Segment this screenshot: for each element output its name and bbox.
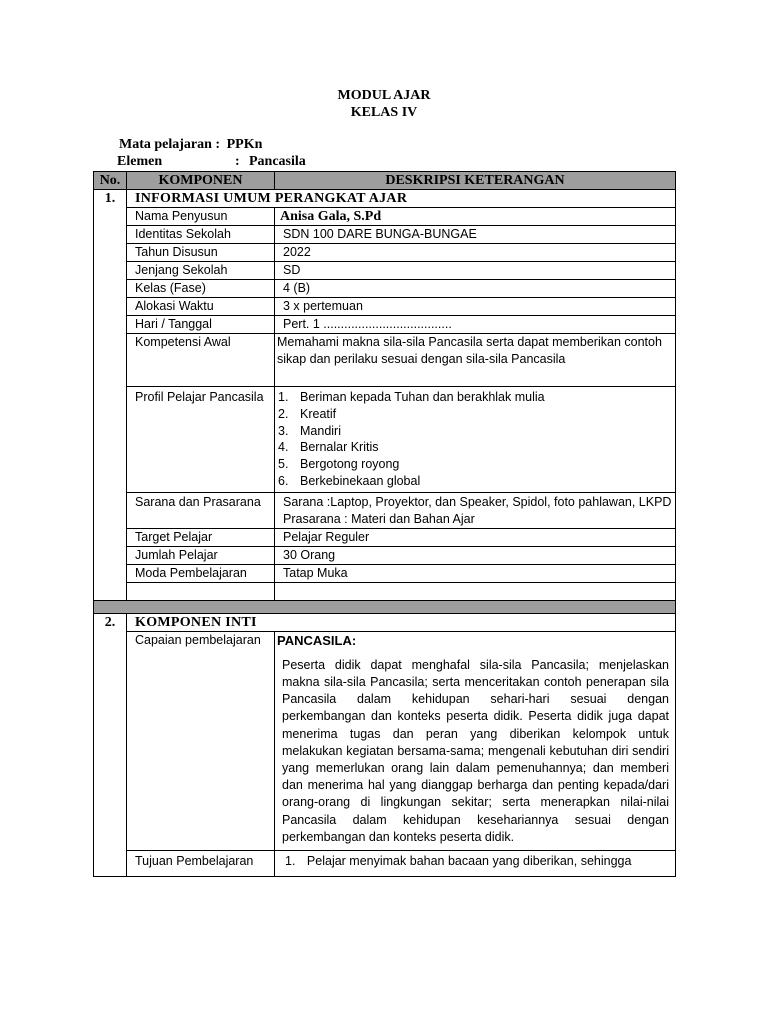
- header-komponen: KOMPONEN: [127, 172, 275, 190]
- profil-list: [278, 389, 675, 490]
- label-jumlah-pelajar: Jumlah Pelajar: [127, 546, 275, 564]
- list-item: 1. Beriman kepada Tuhan dan berakhlak mulia: [278, 390, 545, 404]
- section-2-title: KOMPONEN INTI: [127, 613, 676, 631]
- label-kompetensi-awal: Kompetensi Awal: [127, 334, 275, 387]
- mapel-label: Mata pelajaran :: [119, 137, 221, 152]
- elemen-value: Pancasila: [249, 154, 306, 169]
- label-kelas-fase: Kelas (Fase): [127, 280, 275, 298]
- table-row: [94, 208, 676, 226]
- label-sarana-prasarana: Sarana dan Prasarana: [127, 492, 275, 528]
- table-row: [94, 280, 676, 298]
- doc-subtitle: KELAS IV: [350, 105, 418, 120]
- table-row: [94, 528, 676, 546]
- mapel-value: PPKn: [226, 137, 263, 152]
- meta-mapel: [119, 137, 262, 153]
- label-hari-tanggal: Hari / Tanggal: [127, 316, 275, 334]
- value-tujuan: [275, 851, 676, 877]
- section-2-number: 2.: [94, 613, 127, 876]
- value-moda-pembelajaran: Tatap Muka: [275, 564, 676, 582]
- value-identitas-sekolah: SDN 100 DARE BUNGA-BUNGAE: [275, 226, 676, 244]
- empty-cell: [275, 582, 676, 600]
- table-row: [94, 334, 676, 387]
- table-row: [94, 226, 676, 244]
- list-item: 2. Kreatif: [278, 406, 337, 421]
- value-jumlah-pelajar: 30 Orang: [275, 546, 676, 564]
- doc-title: MODUL AJAR: [337, 88, 431, 103]
- label-identitas-sekolah: Identitas Sekolah: [127, 226, 275, 244]
- table-row: [94, 492, 676, 528]
- prasarana-text: Prasarana : Materi dan Bahan Ajar: [283, 511, 475, 526]
- value-tahun-disusun: 2022: [275, 244, 676, 262]
- value-kelas-fase: 4 (B): [275, 280, 676, 298]
- header-no: No.: [94, 172, 127, 190]
- value-nama-penyusun: Anisa Gala, S.Pd: [275, 208, 676, 226]
- tujuan-text: Pelajar menyimak bahan bacaan yang diberikan, sehingga: [306, 854, 632, 869]
- table-row: [94, 262, 676, 280]
- table-row: [94, 851, 676, 877]
- label-moda-pembelajaran: Moda Pembelajaran: [127, 564, 275, 582]
- value-profil-pelajar: [275, 387, 676, 493]
- value-jenjang-sekolah: SD: [275, 262, 676, 280]
- divider-bar: [94, 600, 676, 613]
- label-tahun-disusun: Tahun Disusun: [127, 244, 275, 262]
- empty-cell: [127, 582, 275, 600]
- value-sarana-prasarana: [275, 492, 676, 528]
- table-row: [94, 546, 676, 564]
- list-item: 5. Bergotong royong: [278, 457, 400, 472]
- module-table: [93, 171, 676, 877]
- capaian-text: Peserta didik dapat menghafal sila-sila Pancasila; menjelaskan makna sila-sila Pancasila; serta menceritakan contoh penerapan sila Pancasila dalam kehidupan sehari-hari sesuai dengan perkembangan dan konteks peserta didik. Peserta didik juga dapat menerima tugas dan peran yang diberikan kelompok untuk melakukan kegiatan bersama-sama; mengenali kebutuhan diri sendiri yang memerlukan orang lain dalam pemenuhannya; dan memberi dan menerima hal yang dianggap berharga dan penting kepada/dari orang-orang di lingkungan sekitar; serta menerapkan nilai-nilai Pancasila dalam kehidupan kesehariannya sesuai dengan perkembangan dan konteks peserta didik.: [282, 657, 669, 844]
- table-row: [94, 564, 676, 582]
- list-item: 3. Mandiri: [278, 423, 341, 438]
- value-hari-tanggal: Pert. 1 .....................................: [275, 316, 676, 334]
- label-alokasi-waktu: Alokasi Waktu: [127, 298, 275, 316]
- value-capaian: [275, 631, 676, 850]
- label-capaian: Capaian pembelajaran: [127, 631, 275, 850]
- header-deskripsi: DESKRIPSI KETERANGAN: [275, 172, 676, 190]
- capaian-heading: PANCASILA:: [277, 632, 357, 648]
- table-header-row: [94, 172, 676, 190]
- section-1-row: [94, 190, 676, 208]
- table-row: [94, 298, 676, 316]
- section-1-number: 1.: [94, 190, 127, 601]
- label-nama-penyusun: Nama Penyusun: [127, 208, 275, 226]
- value-target-pelajar: Pelajar Reguler: [275, 528, 676, 546]
- elemen-sep: :: [235, 154, 240, 169]
- sarana-text: Sarana :Laptop, Proyektor, dan Speaker, Spidol, foto pahlawan, LKPD: [283, 494, 672, 509]
- label-jenjang-sekolah: Jenjang Sekolah: [127, 262, 275, 280]
- value-kompetensi-awal: Memahami makna sila-sila Pancasila serta dapat memberikan contoh sikap dan perilaku sesuai dengan sila-sila Pancasila: [275, 334, 676, 387]
- table-row-empty: [94, 582, 676, 600]
- tujuan-number: 1.: [285, 854, 296, 869]
- list-item: 4. Bernalar Kritis: [278, 440, 379, 455]
- elemen-label: Elemen: [117, 154, 163, 169]
- value-alokasi-waktu: 3 x pertemuan: [275, 298, 676, 316]
- table-row: [94, 631, 676, 850]
- section-divider: [94, 600, 676, 613]
- label-target-pelajar: Target Pelajar: [127, 528, 275, 546]
- table-row: [94, 387, 676, 493]
- label-tujuan: Tujuan Pembelajaran: [127, 851, 275, 877]
- meta-elemen: [117, 154, 306, 170]
- section-1-title: INFORMASI UMUM PERANGKAT AJAR: [127, 190, 676, 208]
- table-row: [94, 316, 676, 334]
- table-row: [94, 244, 676, 262]
- list-item: 6. Berkebinekaan global: [278, 473, 421, 488]
- label-profil-pelajar: Profil Pelajar Pancasila: [127, 387, 275, 493]
- section-2-row: [94, 613, 676, 631]
